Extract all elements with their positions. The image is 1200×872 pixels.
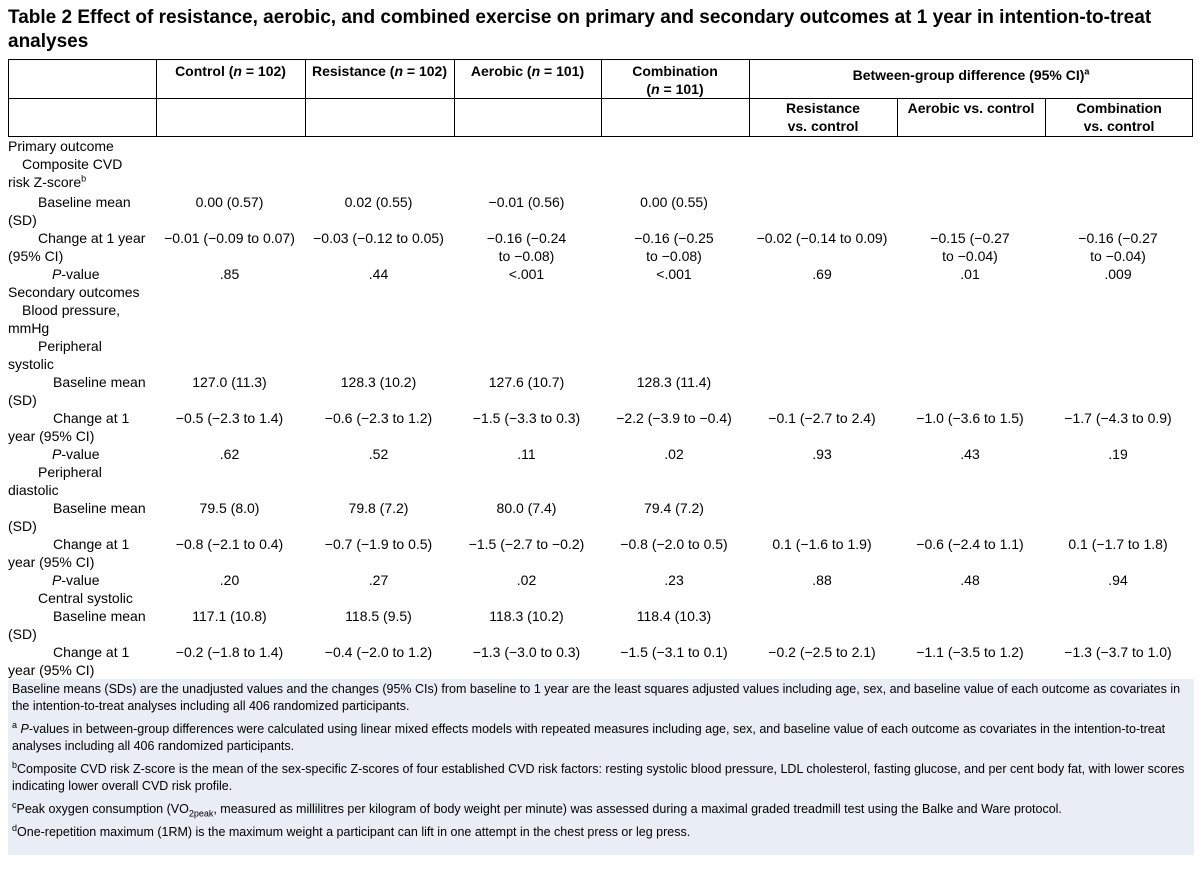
table-cell: −1.5 (−3.1 to 0.1) [620,644,728,660]
table-cell: −0.8 (−2.1 to 0.4) [175,536,284,552]
table-cell: −1.5 (−3.3 to 0.3) [472,410,581,426]
row-label: Peripheral systolic [8,338,102,372]
table-cell: −1.3 (−3.7 to 1.0) [1064,644,1172,660]
header-between-group: Between-group difference (95% CI)$^a$ [852,66,1090,83]
table-cell: 118.4 (10.3) [636,608,712,624]
footnote-a: $^a$ P-values in between-group differences were calculated using linear mixed effects models with repeated measures including age, sex, and baseline value of each outcome as covariates in the intention-to-treat analyses including all 406 randomized participants. [12,719,1166,753]
table-cell: 0.1 (−1.6 to 1.9) [772,536,872,552]
table-cell: −1.7 (−4.3 to 0.9) [1064,410,1172,426]
table-cell: .27 [368,572,389,588]
table-row [0,173,1200,193]
table-cell: .52 [368,446,389,462]
row-label: Baseline mean (SD) [8,194,131,228]
table-cell: −0.2 (−2.5 to 2.1) [768,644,876,660]
footnote-c: $^c$Peak oxygen consumption ($VO_{2peak}$, measured as millilitres per kilogram of body weight per minute) was assessed during a maximal graded treadmill test using the Balke and Ware protocol. [12,799,1062,819]
table-row [0,373,1200,409]
table-cell: −0.01 (0.56) [488,194,565,210]
table-cell: 127.0 (11.3) [192,374,267,390]
row-label: Central systolic [38,590,133,606]
table-cell: <.001 [656,266,692,282]
table-row [0,193,1200,229]
row-label: Composite CVD [22,156,123,172]
table-cell: 79.8 (7.2) [348,500,409,516]
table-cell: 127.6 (10.7) [488,374,565,390]
table-cell: −0.16 (−0.24 to −0.08) [486,230,567,264]
row-label: P-value [52,266,100,282]
header-aerobic: Aerobic (n = 101) [470,63,585,79]
table-cell: .69 [812,266,832,282]
table-cell: −0.16 (−0.25 to −0.08) [634,230,714,264]
table-row [0,265,1200,283]
row-label: Blood pressure, mmHg [8,302,121,336]
table-cell: 0.02 (0.55) [344,194,413,210]
table-cell: −0.03 (−0.12 to 0.05) [313,230,444,246]
footnote-b: $^b$Composite CVD risk Z-score is the mean of the sex-specific Z-scores of four established CVD risk factors: resting systolic blood pressure, LDL cholesterol, fasting glucose, and per cent body fat, with lower scores indicating lower overall CVD risk profile. [12,759,1185,793]
footnote-d: $^d$One-repetition maximum (1RM) is the maximum weight a participant can lift in one attempt in the chest press or leg press. [12,822,691,839]
table-title: Table 2 Effect of resistance, aerobic, and combined exercise on primary and secondary outcomes at 1 year in intention-to-treat analyses [8,7,1152,52]
table-cell: .44 [368,266,389,282]
header-control: Control (n = 102) [175,63,286,79]
header-combination: Combination (n = 101) [632,63,718,97]
row-label: P-value [52,572,100,588]
table-row [0,499,1200,535]
table-cell: −0.4 (−2.0 to 1.2) [324,644,433,660]
table-cell: −0.1 (−2.7 to 2.4) [768,410,876,426]
row-label: Change at 1 year (95% CI) [8,230,146,264]
table-cell: 79.4 (7.2) [644,500,704,516]
table-cell: .19 [1108,446,1128,462]
table-cell: .94 [1108,572,1128,588]
table-cell: 0.1 (−1.7 to 1.8) [1068,536,1168,552]
table-cell: .20 [219,572,240,588]
row-label: Secondary outcomes [8,284,140,300]
table-cell: −0.2 (−1.8 to 1.4) [175,644,284,660]
row-label: risk Z-score$^b$ [8,173,87,190]
table-cell: −1.0 (−3.6 to 1.5) [916,410,1024,426]
table-cell: .009 [1104,266,1132,282]
table-header [8,59,1193,137]
row-label: Baseline mean (SD) [8,608,146,642]
table-cell: .88 [812,572,832,588]
table-row [0,301,1200,337]
table-cell: −0.02 (−0.14 to 0.09) [756,230,888,246]
table-cell: 117.1 (10.8) [192,608,267,624]
table-cell: .23 [664,572,684,588]
table-cell: −0.6 (−2.4 to 1.1) [916,536,1024,552]
table-cell: .11 [517,446,536,462]
table-row [0,409,1200,445]
table-row [0,571,1200,589]
table-cell: −1.1 (−3.5 to 1.2) [916,644,1024,660]
table-cell: −0.01 (−0.09 to 0.07) [164,230,295,246]
table-row [0,463,1200,499]
table-row [0,137,1200,155]
table-cell: .93 [812,446,832,462]
table-row [0,535,1200,571]
table-cell: −1.3 (−3.0 to 0.3) [472,644,581,660]
table-row [0,589,1200,607]
header-comb-vs-control: Combination vs. control [1076,100,1162,134]
row-label: Change at 1 year (95% CI) [8,536,130,570]
table-body [0,137,1200,679]
header-resistance: Resistance (n = 102) [311,63,448,79]
table-cell: −1.5 (−2.7 to −0.2) [468,536,585,552]
table-cell: 128.3 (10.2) [340,374,417,390]
table-cell: .62 [219,446,240,462]
table-cell: .48 [960,572,980,588]
header-aer-vs-control: Aerobic vs. control [907,100,1035,116]
table-cell: −2.2 (−3.9 to −0.4) [616,410,732,426]
table-cell: 118.3 (10.2) [489,608,564,624]
table-cell: −0.6 (−2.3 to 1.2) [324,410,433,426]
table-cell: 79.5 (8.0) [199,500,260,516]
table-row [0,445,1200,463]
row-label: Baseline mean (SD) [8,374,146,408]
table-cell: 80.0 (7.4) [496,500,557,516]
row-label: P-value [52,446,100,462]
row-label: Baseline mean (SD) [8,500,146,534]
table-cell: <.001 [508,266,545,282]
table-cell: 0.00 (0.57) [195,194,264,210]
table-footnotes [8,679,1194,855]
row-label: Peripheral diastolic [8,464,102,498]
table-row [0,337,1200,373]
footnote-general: Baseline means (SDs) are the unadjusted values and the changes (95% CIs) from baseline to 1 year are the least squares adjusted values including age, sex, and baseline value of each outcome as covariates in the intention-to-treat analyses including all 406 randomized participants. [12,682,1181,713]
table-row [0,155,1200,173]
table-cell: .01 [960,266,980,282]
table-cell: .02 [664,446,684,462]
table-row [0,607,1200,643]
row-label: Change at 1 year (95% CI) [8,410,130,444]
table-cell: .85 [219,266,240,282]
table-cell: 0.00 (0.55) [640,194,708,210]
row-label: Change at 1 year (95% CI) [8,644,130,678]
table-cell: −0.16 (−0.27 to −0.04) [1078,230,1158,264]
header-res-vs-control: Resistance vs. control [786,100,860,134]
table-cell: .43 [960,446,980,462]
table-cell: −0.15 (−0.27 to −0.04) [930,230,1010,264]
table-cell: 128.3 (11.4) [636,374,712,390]
table-cell: −0.8 (−2.0 to 0.5) [620,536,728,552]
table-cell: −0.7 (−1.9 to 0.5) [324,536,433,552]
table-row [0,283,1200,301]
row-label: Primary outcome [8,138,114,154]
table-row [0,229,1200,265]
table-cell: −0.5 (−2.3 to 1.4) [175,410,284,426]
table-cell: .02 [516,572,537,588]
table-cell: 118.5 (9.5) [345,608,412,624]
table-row [0,643,1200,679]
